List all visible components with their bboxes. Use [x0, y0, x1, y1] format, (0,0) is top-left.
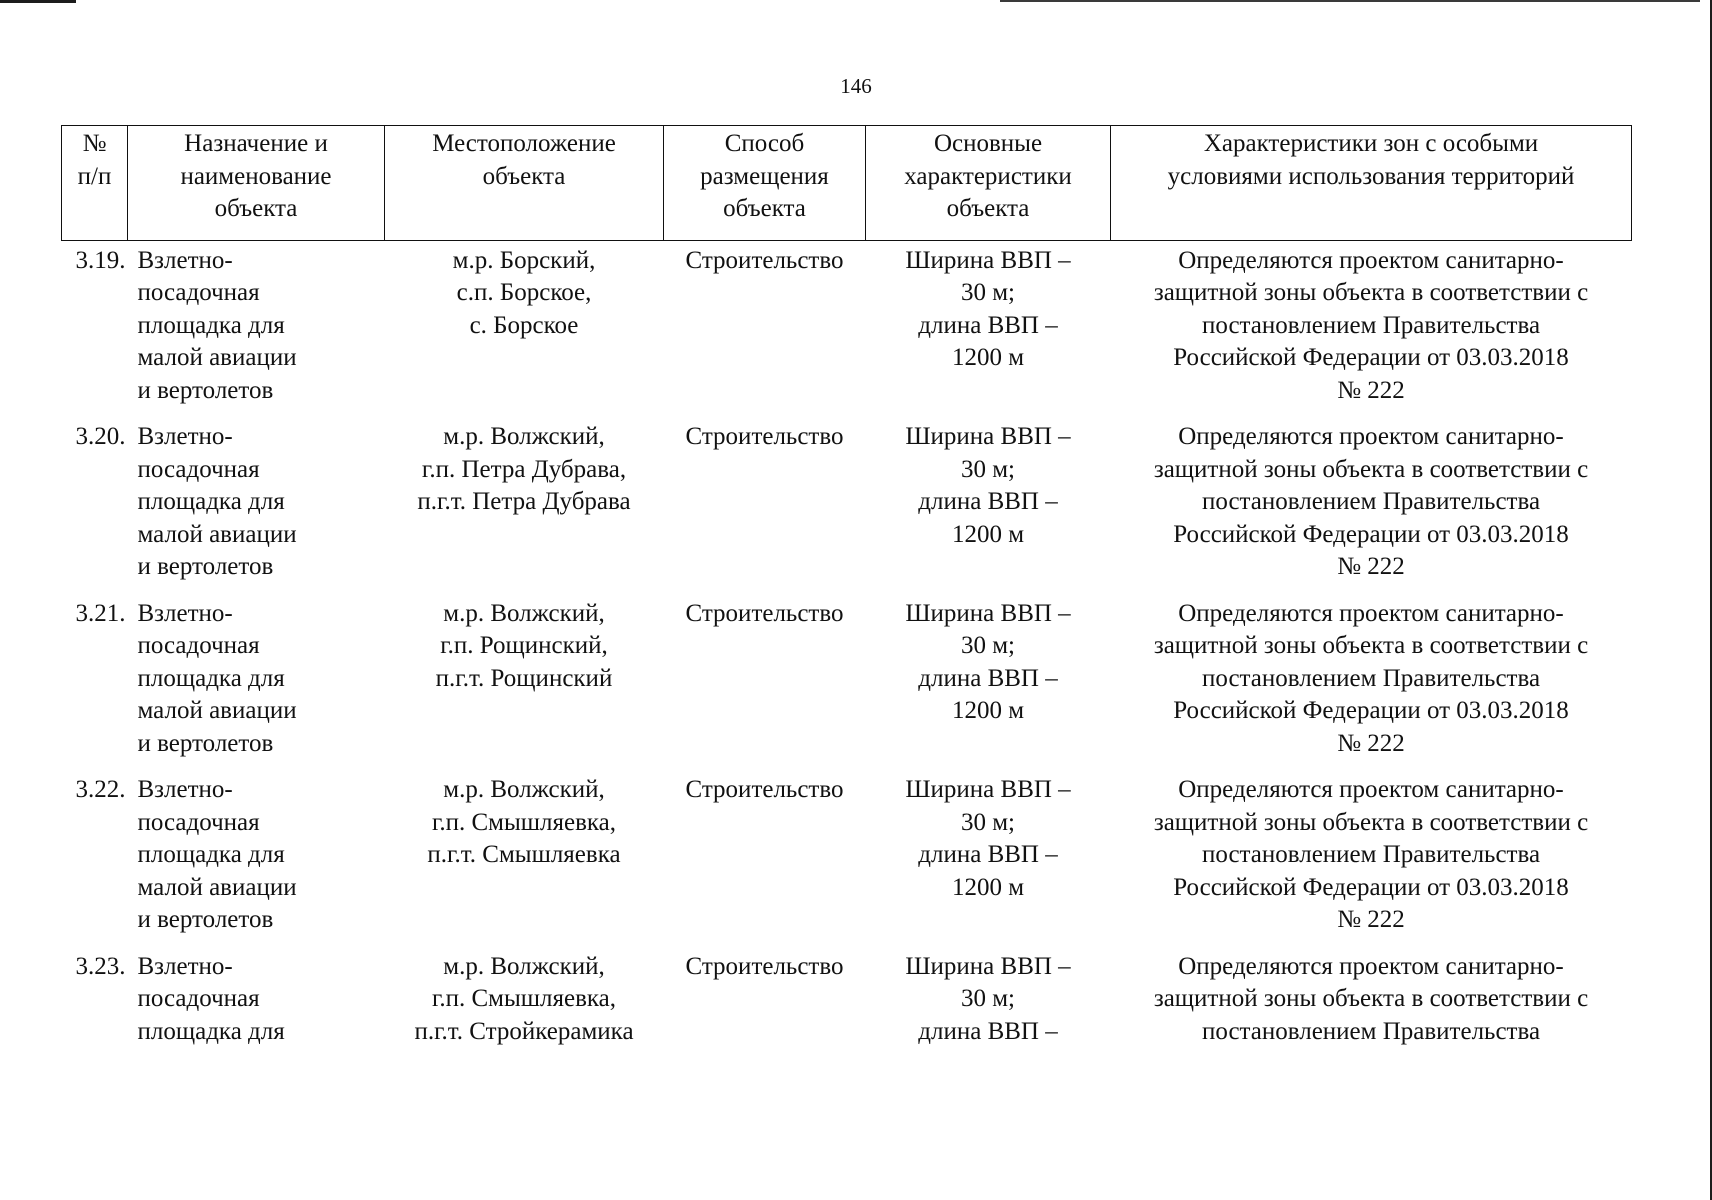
text-line: м.р. Волжский,: [443, 776, 605, 803]
text-line: постановлением Правительства: [1201, 1017, 1541, 1045]
text-line: м.р. Волжский,: [443, 599, 605, 627]
text-line: малой авиации: [137, 520, 297, 548]
text-line: № 222: [1337, 906, 1405, 933]
object-location: [385, 951, 664, 1063]
text-line: малой авиации: [137, 873, 297, 901]
scan-edge-top-left: [0, 0, 76, 3]
text-line: п/п: [77, 162, 112, 190]
text-line: объекта: [723, 195, 806, 222]
object-name: [128, 951, 385, 1063]
text-line: и вертолетов: [137, 729, 274, 757]
table-row: [62, 240, 1632, 421]
header-location: [385, 126, 664, 241]
text-line: с.п. Борское,: [456, 279, 592, 306]
text-line: г.п. Смышляевка,: [431, 985, 617, 1012]
header-number: [62, 126, 128, 241]
table-row: [62, 421, 1632, 598]
text-line: длина ВВП –: [918, 841, 1058, 868]
table-header-row: [62, 126, 1632, 241]
text-line: малой авиации: [137, 344, 297, 371]
table-body: [62, 240, 1632, 1062]
text-line: Основные: [933, 130, 1043, 157]
row-number: 3.20.: [75, 423, 126, 450]
text-line: п.г.т. Стройкерамика: [414, 1017, 634, 1045]
object-location: [385, 240, 664, 421]
text-line: п.г.т. Петра Дубрава: [417, 488, 631, 515]
text-line: защитной зоны объекта в соответствии с: [1153, 279, 1589, 306]
text-line: 30 м;: [960, 455, 1016, 483]
placement-method: Строительство: [685, 599, 844, 627]
text-line: защитной зоны объекта в соответствии с: [1153, 808, 1589, 836]
header-purpose-name: [128, 126, 385, 241]
text-line: м.р. Волжский,: [443, 952, 605, 980]
text-line: и вертолетов: [137, 376, 274, 404]
object-name: [128, 598, 385, 775]
text-line: посадочная: [137, 985, 260, 1012]
text-line: Назначение и: [184, 130, 328, 157]
text-line: Взлетно-: [137, 952, 233, 980]
text-line: размещения: [700, 162, 829, 190]
row-number: 3.22.: [75, 776, 126, 803]
text-line: Определяются проектом санитарно-: [1178, 599, 1564, 627]
text-line: г.п. Петра Дубрава,: [421, 455, 627, 483]
object-characteristics: [866, 598, 1111, 775]
text-line: Характеристики зон с особыми: [1203, 130, 1539, 157]
table-row: [62, 774, 1632, 951]
text-line: Ширина ВВП –: [905, 246, 1071, 274]
object-name: [128, 421, 385, 598]
text-line: длина ВВП –: [918, 1017, 1058, 1045]
placement-method: Строительство: [685, 246, 844, 274]
row-number: 3.19.: [75, 246, 126, 274]
table-row: [62, 598, 1632, 775]
text-line: 1200 м: [951, 697, 1025, 724]
text-line: объекта: [482, 162, 566, 190]
text-line: площадка для: [137, 664, 285, 692]
table-header: [62, 126, 1632, 241]
text-line: посадочная: [137, 279, 260, 306]
text-line: Российской Федерации от 03.03.2018: [1173, 344, 1569, 371]
text-line: № 222: [1337, 553, 1405, 580]
text-line: посадочная: [137, 808, 260, 836]
text-line: Взлетно-: [137, 776, 233, 803]
text-line: Российской Федерации от 03.03.2018: [1173, 873, 1569, 901]
text-line: защитной зоны объекта в соответствии с: [1153, 455, 1589, 483]
object-characteristics: [866, 240, 1111, 421]
text-line: постановлением Правительства: [1201, 841, 1541, 868]
text-line: 30 м;: [960, 808, 1016, 836]
text-line: с. Борское: [469, 311, 579, 339]
text-line: объекта: [214, 195, 298, 222]
text-line: Взлетно-: [137, 423, 233, 450]
zone-characteristics: [1111, 774, 1632, 951]
text-line: объекта: [946, 195, 1030, 222]
object-characteristics: [866, 774, 1111, 951]
text-line: №: [82, 130, 107, 157]
zone-characteristics: [1111, 951, 1632, 1063]
text-line: защитной зоны объекта в соответствии с: [1153, 632, 1589, 659]
text-line: г.п. Рощинский,: [440, 632, 608, 659]
text-line: малой авиации: [137, 697, 297, 724]
object-name: [128, 774, 385, 951]
object-location: [385, 774, 664, 951]
text-line: г.п. Смышляевка,: [431, 808, 617, 836]
text-line: Ширина ВВП –: [905, 423, 1071, 450]
header-placement-method: [664, 126, 866, 241]
row-number: 3.23.: [75, 952, 126, 980]
text-line: п.г.т. Рощинский: [435, 664, 613, 692]
text-line: постановлением Правительства: [1201, 488, 1541, 515]
text-line: Ширина ВВП –: [905, 599, 1071, 627]
text-line: п.г.т. Смышляевка: [427, 841, 621, 868]
placement-method: Строительство: [685, 423, 844, 450]
object-name: [128, 240, 385, 421]
object-characteristics: [866, 421, 1111, 598]
table-row: [62, 951, 1632, 1063]
text-line: длина ВВП –: [918, 311, 1058, 339]
text-line: площадка для: [137, 488, 285, 515]
objects-table: [61, 125, 1632, 1062]
text-line: Взлетно-: [137, 246, 233, 274]
text-line: 1200 м: [951, 873, 1025, 901]
header-zone-characteristics: [1111, 126, 1632, 241]
text-line: и вертолетов: [137, 906, 274, 933]
text-line: площадка для: [137, 311, 285, 339]
text-line: Ширина ВВП –: [905, 952, 1071, 980]
zone-characteristics: [1111, 240, 1632, 421]
text-line: 1200 м: [951, 344, 1025, 371]
text-line: Определяются проектом санитарно-: [1178, 246, 1564, 274]
page-number: 146: [840, 74, 872, 98]
text-line: Определяются проектом санитарно-: [1178, 952, 1564, 980]
zone-characteristics: [1111, 421, 1632, 598]
scan-edge-top-right: [1000, 0, 1700, 2]
text-line: Российской Федерации от 03.03.2018: [1173, 520, 1569, 548]
text-line: постановлением Правительства: [1201, 664, 1541, 692]
text-line: Способ: [724, 130, 805, 157]
text-line: м.р. Борский,: [452, 246, 596, 274]
text-line: 30 м;: [960, 985, 1016, 1012]
text-line: условиями использования территорий: [1167, 162, 1575, 190]
row-number: 3.21.: [75, 599, 126, 627]
text-line: Определяются проектом санитарно-: [1178, 776, 1564, 803]
object-location: [385, 421, 664, 598]
text-line: характеристики: [904, 162, 1072, 190]
text-line: защитной зоны объекта в соответствии с: [1153, 985, 1589, 1012]
text-line: 1200 м: [951, 520, 1025, 548]
placement-method: Строительство: [685, 776, 844, 803]
text-line: площадка для: [137, 841, 285, 868]
text-line: Взлетно-: [137, 599, 233, 627]
text-line: посадочная: [137, 455, 260, 483]
text-line: посадочная: [137, 632, 260, 659]
text-line: № 222: [1337, 729, 1405, 757]
text-line: Российской Федерации от 03.03.2018: [1173, 697, 1569, 724]
text-line: и вертолетов: [137, 553, 274, 580]
text-line: Местоположение: [432, 130, 616, 157]
text-line: площадка для: [137, 1017, 285, 1045]
text-line: Определяются проектом санитарно-: [1178, 423, 1564, 450]
text-line: № 222: [1337, 376, 1405, 404]
text-line: Ширина ВВП –: [905, 776, 1071, 803]
zone-characteristics: [1111, 598, 1632, 775]
text-line: 30 м;: [960, 632, 1016, 659]
placement-method: Строительство: [685, 952, 844, 980]
header-main-characteristics: [866, 126, 1111, 241]
object-characteristics: [866, 951, 1111, 1063]
text-line: длина ВВП –: [918, 488, 1058, 515]
text-line: постановлением Правительства: [1201, 311, 1541, 339]
text-line: длина ВВП –: [918, 664, 1058, 692]
text-line: м.р. Волжский,: [443, 423, 605, 450]
object-location: [385, 598, 664, 775]
text-line: наименование: [180, 162, 332, 190]
text-line: 30 м;: [960, 279, 1016, 306]
